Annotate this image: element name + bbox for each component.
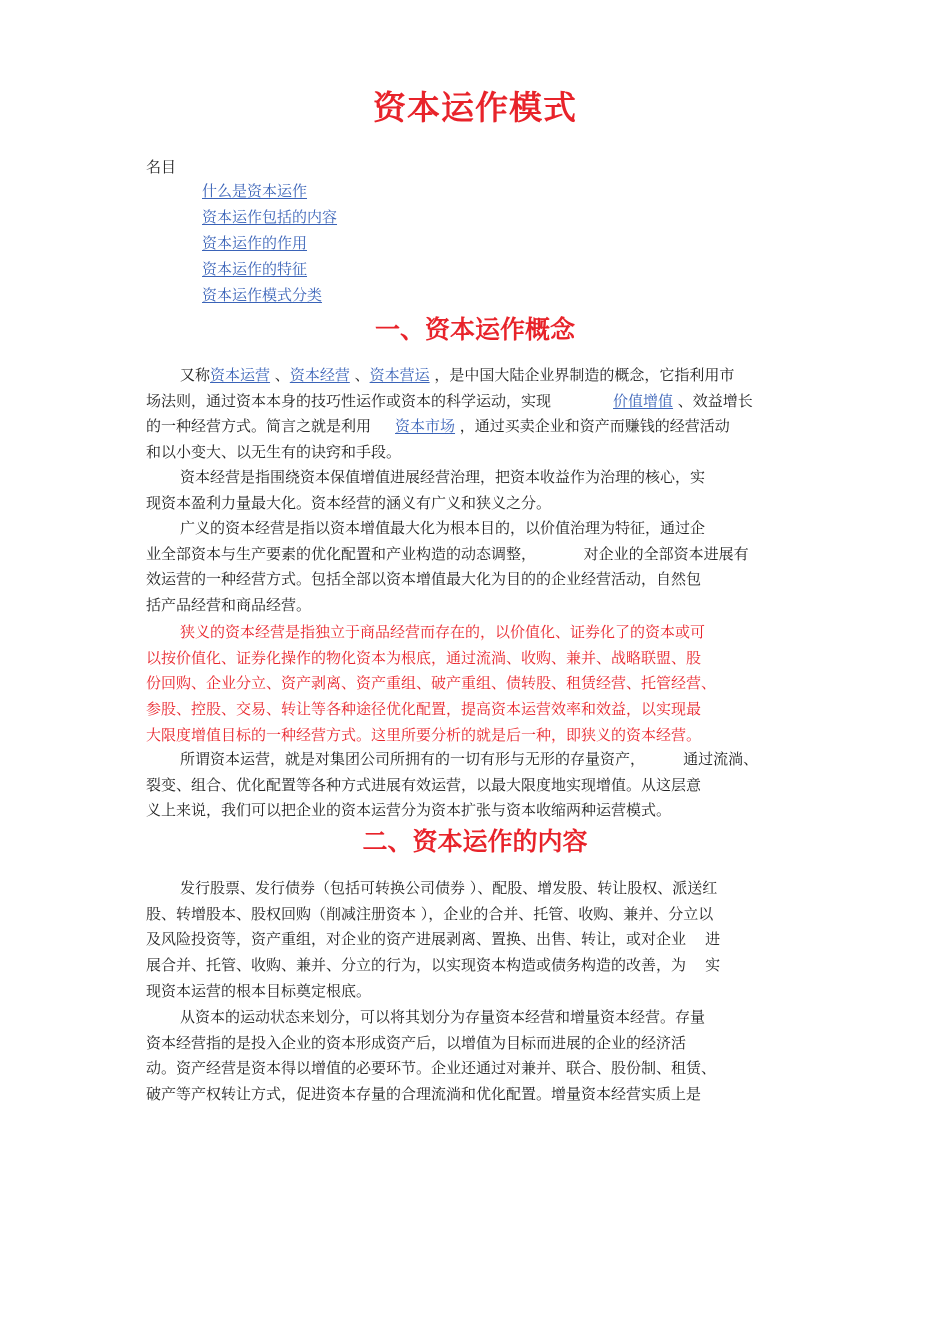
text-line: 所谓资本运营，就是对集团公司所拥有的一切有形与无形的存量资产， 通过流淌、: [180, 750, 759, 768]
toc-item: [202, 258, 337, 284]
link-capital-operation[interactable]: 资本运营: [210, 366, 271, 384]
document-title: 资本运作模式: [373, 88, 577, 127]
toc-item: [202, 206, 337, 232]
toc-item: [202, 180, 337, 206]
text-line: 破产等产权转让方式，促进资本存量的合理流淌和优化配置。增量资本经营实质上是: [146, 1085, 702, 1104]
text-line: [146, 363, 811, 389]
text-line: 资本经营是指围绕资本保值增值进展经营治理，把资本收益作为治理的核心，实: [180, 468, 706, 486]
text-fragment: 又称: [180, 366, 211, 384]
toc-item: [202, 232, 337, 258]
link-capital-running[interactable]: 资本营运: [369, 366, 430, 384]
text-fragment: ，通过买卖企业和资产而赚钱的经营活动: [455, 417, 730, 436]
toc-label: 名目: [146, 158, 177, 176]
section-1-heading: 一、资本运作概念: [374, 315, 575, 344]
text-line: 资本经营指的是投入企业的资本形成资产后，以增值为目标而进展的企业的经济活: [146, 1033, 687, 1052]
text-line: 和以小变大、以无生有的诀窍和手段。: [146, 443, 402, 462]
text-fragment: ，是中国大陆企业界制造的概念，它指利用市: [429, 366, 735, 384]
text-line: 现资本运营的根本目标奠定根底。: [146, 981, 372, 1000]
text-line: 以按价值化、证券化操作的物化资本为根底，通过流淌、收购、兼并、战略联盟、股: [146, 648, 702, 667]
text-line: 义上来说，我们可以把企业的资本运营分为资本扩张与资本收缩两种运营模式。: [146, 801, 672, 820]
toc-link-mode-classification[interactable]: 资本运作模式分类: [202, 286, 323, 304]
text-line: 括产品经营和商品经营。: [146, 596, 312, 615]
text-line: 业全部资本与生产要素的优化配置和产业构造的动态调整， 对企业的全部资本进展有: [146, 544, 749, 563]
text-line: 发行股票、发行债券（包括可转换公司债券 ）、配股、增发股、转让股权、派送红: [180, 879, 718, 897]
toc-link-functions[interactable]: 资本运作的作用: [202, 234, 308, 252]
text-line: 及风险投资等，资产重组，对企业的资产进展剥离、置换、出售、转让，或对企业 进: [146, 930, 721, 949]
text-line: 大限度增值目标的一种经营方式。这里所要分析的就是后一种，即狭义的资本经营。: [146, 725, 702, 744]
section-1-paragraph-2: [146, 465, 811, 516]
section-2-heading: 二、资本运作的内容: [362, 827, 588, 856]
toc-link-contents[interactable]: 资本运作包括的内容: [202, 208, 338, 226]
text-line: 从资本的运动状态来划分，可以将其划分为存量资本经营和增量资本经营。存量: [180, 1008, 706, 1026]
toc-link-features[interactable]: 资本运作的特征: [202, 260, 308, 278]
section-1-paragraph-3: [146, 516, 811, 619]
section-2-paragraph-2: [146, 1005, 811, 1108]
text-line: [146, 414, 811, 440]
text-line: 份回购、企业分立、资产剥离、资产重组、破产重组、债转股、租赁经营、托管经营、: [146, 674, 717, 693]
text-line: 动。资产经营是资本得以增值的必要环节。企业还通过对兼并、联合、股份制、租赁、: [146, 1059, 717, 1078]
text-line: 现资本盈利力量最大化。资本经营的涵义有广义和狭义之分。: [146, 493, 552, 512]
section-2-paragraph-1: [146, 876, 811, 1005]
text-fragment: 的一种经营方式。简言之就是利用: [146, 417, 372, 436]
link-capital-market[interactable]: 资本市场: [395, 417, 456, 436]
text-fragment: 、: [270, 366, 290, 384]
toc-item: [202, 284, 337, 310]
text-line: 裂变、组合、优化配置等各种方式进展有效运营，以最大限度地实现增值。从这层意: [146, 775, 702, 794]
table-of-contents: [202, 180, 337, 310]
link-capital-management[interactable]: 资本经营: [289, 366, 350, 384]
link-value-appreciation[interactable]: 价值增值: [613, 391, 674, 410]
text-fragment: 场法则，通过资本本身的技巧性运作或资本的科学运动，实现: [146, 391, 552, 410]
section-1-paragraph-4-highlight: [146, 620, 811, 749]
text-fragment: 、: [349, 366, 370, 384]
text-line: 股、转增股本、股权回购（削减注册资本 ），企业的合并、托管、收购、兼并、分立以: [146, 904, 714, 923]
text-line: 效运营的一种经营方式。包括全部以资本增值最大化为目的的企业经营活动，自然包: [146, 570, 702, 589]
section-1-paragraph-5: [146, 747, 811, 824]
text-line: 广义的资本经营是指以资本增值最大化为根本目的，以价值治理为特征，通过企: [180, 519, 706, 537]
text-line: [146, 389, 811, 415]
toc-link-what-is-capital-operation[interactable]: 什么是资本运作: [202, 182, 308, 200]
section-1-paragraph-1: [146, 363, 811, 466]
text-fragment: 、效益增长: [673, 391, 753, 410]
text-line: 参股、控股、交易、转让等各种途径优化配置，提高资本运营效率和效益，以实现最: [146, 700, 702, 719]
text-line: 展合并、托管、收购、兼并、分立的行为，以实现资本构造或债务构造的改善，为 实: [146, 956, 721, 975]
text-line: 狭义的资本经营是指独立于商品经营而存在的，以价值化、证券化了的资本或可: [180, 623, 706, 641]
